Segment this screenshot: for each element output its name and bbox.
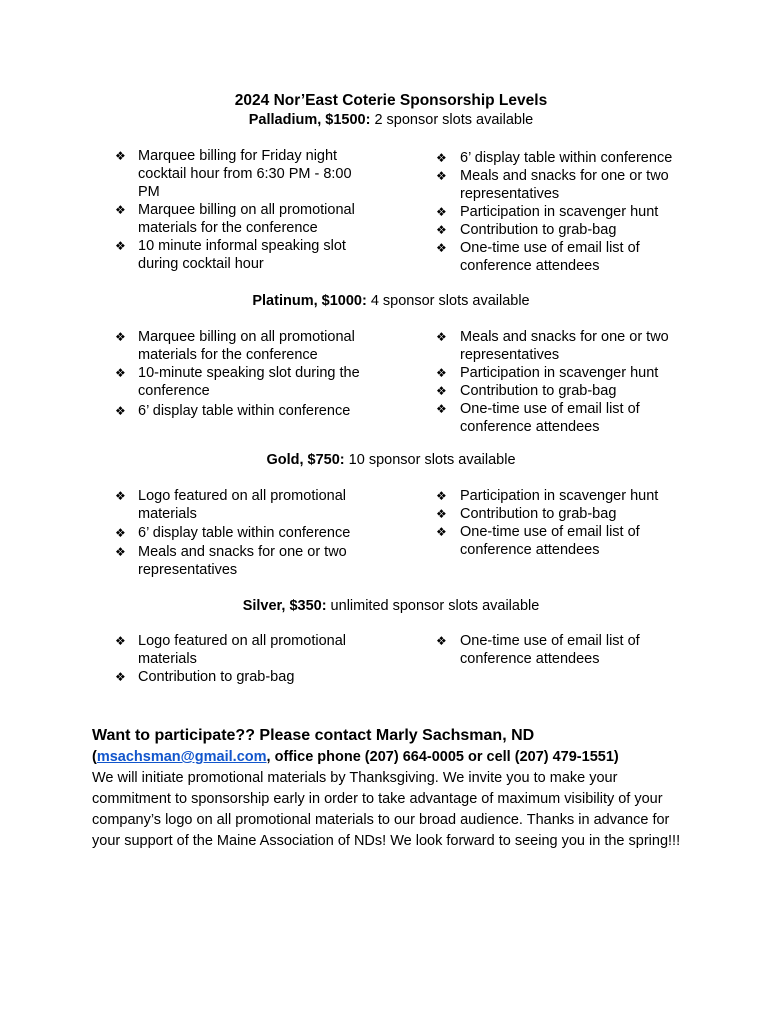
list-item <box>436 221 706 239</box>
diamond-bullet-icon: ❖ <box>436 330 447 344</box>
platinum-heading <box>0 292 782 310</box>
diamond-bullet-icon: ❖ <box>436 507 447 521</box>
gold-right-list <box>436 487 706 559</box>
document-title: 2024 Nor’East Coterie Sponsorship Levels <box>234 92 548 109</box>
list-item <box>115 364 377 402</box>
bullet-text: Contribution to grab-bag <box>460 383 617 399</box>
bullet-text: Logo featured on all promotional materials <box>138 488 346 522</box>
list-item <box>436 239 706 275</box>
list-item <box>436 487 706 505</box>
palladium-name: Palladium, $1500: <box>248 112 371 128</box>
diamond-bullet-icon: ❖ <box>115 366 126 380</box>
bullet-text: 6’ display table within conference <box>460 150 673 166</box>
bullet-text: Contribution to grab-bag <box>460 222 617 238</box>
list-item <box>436 632 706 668</box>
bullet-text: One-time use of email list of conference attendees <box>460 524 640 558</box>
list-item <box>436 167 706 203</box>
list-item <box>436 523 706 559</box>
list-item <box>436 400 706 436</box>
list-item <box>115 632 377 668</box>
diamond-bullet-icon: ❖ <box>115 545 126 559</box>
list-item <box>436 364 706 382</box>
diamond-bullet-icon: ❖ <box>115 239 126 253</box>
bullet-text: Meals and snacks for one or two representatives <box>460 329 669 363</box>
list-item <box>436 505 706 523</box>
bullet-text: Participation in scavenger hunt <box>460 488 659 504</box>
diamond-bullet-icon: ❖ <box>115 330 126 344</box>
phone-numbers: , office phone (207) 664-0005 or cell (207) 479-1551) <box>266 749 619 765</box>
diamond-bullet-icon: ❖ <box>436 241 447 255</box>
bullet-text: Participation in scavenger hunt <box>460 204 659 220</box>
bullet-text: Participation in scavenger hunt <box>460 365 659 381</box>
diamond-bullet-icon: ❖ <box>436 402 447 416</box>
diamond-bullet-icon: ❖ <box>436 489 447 503</box>
bullet-text: Contribution to grab-bag <box>138 669 295 685</box>
bullet-text: Meals and snacks for one or two representatives <box>138 544 347 578</box>
list-item <box>436 382 706 400</box>
gold-left-list <box>115 487 377 579</box>
list-item <box>115 328 377 364</box>
diamond-bullet-icon: ❖ <box>115 634 126 648</box>
platinum-left-list <box>115 328 377 420</box>
open-paren: ( <box>92 749 97 765</box>
bullet-text: Marquee billing for Friday night cocktail hour from 6:30 PM - 8:00 PM <box>138 148 352 200</box>
diamond-bullet-icon: ❖ <box>436 205 447 219</box>
silver-heading <box>0 597 782 615</box>
bullet-text: 10 minute informal speaking slot during cocktail hour <box>138 238 346 272</box>
silver-slots: unlimited sponsor slots available <box>326 598 540 614</box>
diamond-bullet-icon: ❖ <box>436 169 447 183</box>
diamond-bullet-icon: ❖ <box>115 203 126 217</box>
list-item <box>436 328 706 364</box>
email-link[interactable]: msachsman@gmail.com <box>96 749 267 765</box>
gold-slots: 10 sponsor slots available <box>344 452 516 468</box>
gold-name: Gold, $750: <box>266 452 345 468</box>
diamond-bullet-icon: ❖ <box>115 526 126 540</box>
list-item <box>115 147 377 201</box>
bullet-text: 10-minute speaking slot during the conference <box>138 365 360 399</box>
diamond-bullet-icon: ❖ <box>436 151 447 165</box>
palladium-heading <box>0 111 782 129</box>
bullet-text: Contribution to grab-bag <box>460 506 617 522</box>
platinum-name: Platinum, $1000: <box>252 293 367 309</box>
bullet-text: Marquee billing on all promotional materials for the conference <box>138 202 355 236</box>
diamond-bullet-icon: ❖ <box>436 634 447 648</box>
diamond-bullet-icon: ❖ <box>115 149 126 163</box>
bullet-text: Logo featured on all promotional materials <box>138 633 346 667</box>
palladium-left-list <box>115 147 377 273</box>
diamond-bullet-icon: ❖ <box>436 223 447 237</box>
diamond-bullet-icon: ❖ <box>115 404 126 418</box>
list-item <box>436 149 706 167</box>
list-item <box>115 237 377 273</box>
silver-left-list <box>115 632 377 686</box>
bullet-text: Marquee billing on all promotional materials for the conference <box>138 329 355 363</box>
list-item <box>115 668 377 686</box>
platinum-right-list <box>436 328 706 436</box>
diamond-bullet-icon: ❖ <box>436 525 447 539</box>
silver-name: Silver, $350: <box>242 598 327 614</box>
bullet-text: One-time use of email list of conference attendees <box>460 240 640 274</box>
list-item <box>115 543 377 579</box>
gold-heading <box>0 451 782 469</box>
list-item <box>436 203 706 221</box>
bullet-text: One-time use of email list of conference attendees <box>460 401 640 435</box>
platinum-slots: 4 sponsor slots available <box>366 293 530 309</box>
diamond-bullet-icon: ❖ <box>115 670 126 684</box>
palladium-right-list <box>436 149 706 275</box>
bullet-text: 6’ display table within conference <box>138 525 351 541</box>
silver-right-list <box>436 632 706 668</box>
list-item <box>115 402 377 420</box>
closing-paragraph: We will initiate promotional materials by Thanksgiving. We invite you to make your commitment to sponsorship early in order to take advantage of maximum visibility of your company’s logo on all promotional materials to our broad audience. Thanks in advance for your support of the Maine Association of NDs! We look forward to seeing you in the spring!!! <box>92 770 681 849</box>
bullet-text: One-time use of email list of conference attendees <box>460 633 640 667</box>
bullet-text: Meals and snacks for one or two representatives <box>460 168 669 202</box>
diamond-bullet-icon: ❖ <box>436 384 447 398</box>
list-item <box>115 201 377 237</box>
contact-line <box>92 748 619 767</box>
list-item <box>115 487 377 524</box>
diamond-bullet-icon: ❖ <box>436 366 447 380</box>
contact-heading: Want to participate?? Please contact Marly Sachsman, ND <box>92 727 535 744</box>
diamond-bullet-icon: ❖ <box>115 489 126 503</box>
list-item <box>115 524 377 543</box>
bullet-text: 6’ display table within conference <box>138 403 351 419</box>
palladium-slots: 2 sponsor slots available <box>370 112 534 128</box>
